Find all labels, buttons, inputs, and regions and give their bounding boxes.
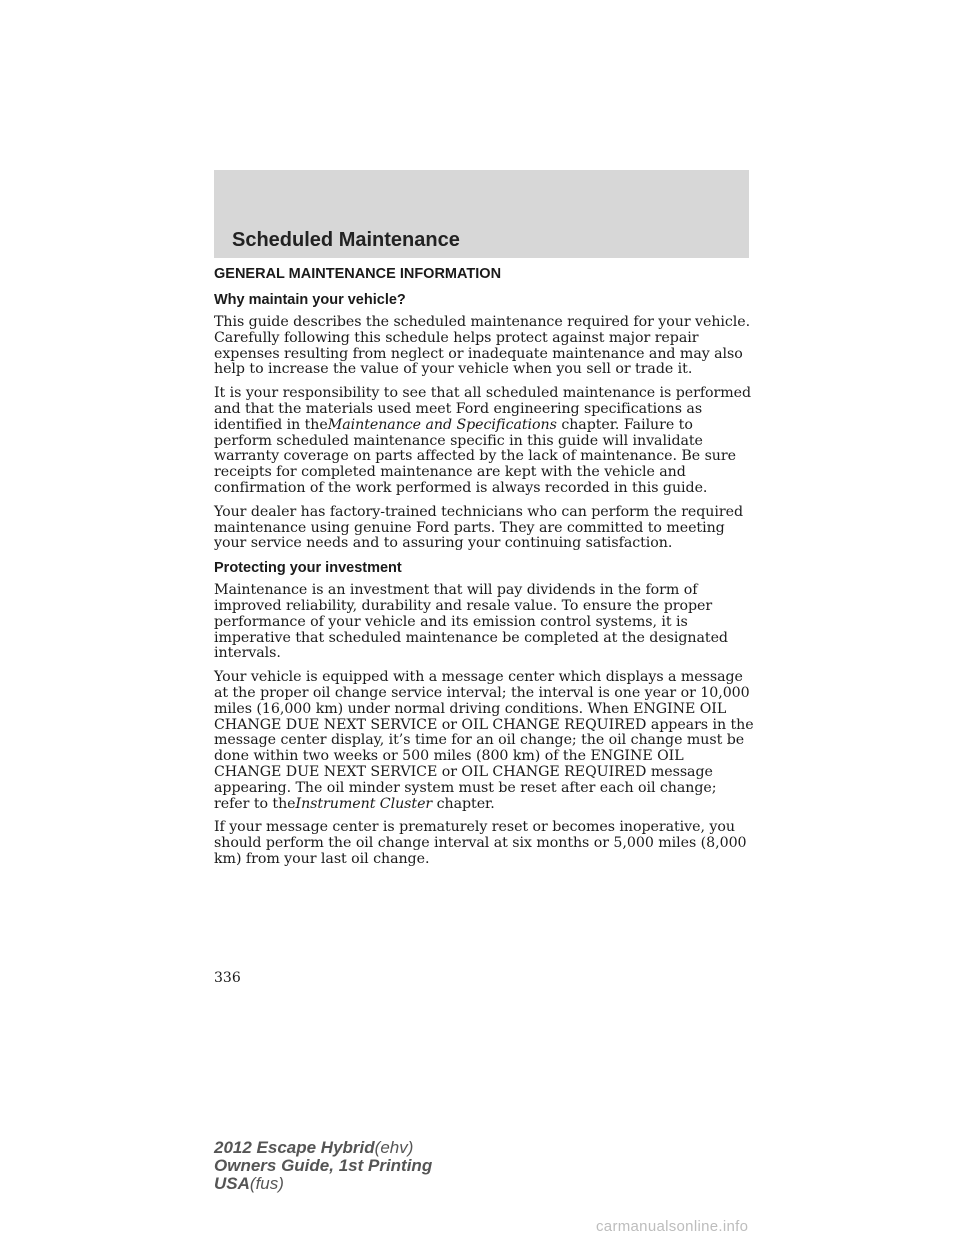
link-maintenance-specifications: Maintenance and Specifications: [327, 416, 557, 433]
footer-model: 2012 Escape Hybrid: [214, 1138, 375, 1157]
watermark-text: carmanualsonline.info: [596, 1218, 749, 1235]
paragraph-why-2: [214, 386, 754, 497]
paragraph-protect-2-end: chapter.: [436, 795, 495, 812]
chapter-title: Scheduled Maintenance: [232, 229, 460, 251]
paragraph-protect-2: [214, 670, 754, 812]
heading-protecting-investment: Protecting your investment: [214, 560, 402, 577]
footer-market: USA: [214, 1174, 250, 1193]
paragraph-why-1: This guide describes the scheduled maintenance required for your vehicle. Carefully following this schedule helps protect against major repair expenses resulting from neglect or inadequate maintenance and may also help to increase the value of your vehicle when you sell or trade it.: [214, 314, 751, 378]
paragraph-why-2-end: chapter. Failure to perform scheduled maintenance specific in this guide will invalidate warranty coverage on parts affected by the lack of maintenance. Be sure receipts for completed maintenance are kept with the vehicle and confirmation of the work performed is always recorded in this guide.: [214, 416, 736, 496]
paragraph-protect-2-start: Your vehicle is equipped with a message center which displays a message at the proper oil change service interval; the interval is one year or 10,000 miles (16,000 km) under normal driving conditions. When ENGINE OIL CHANGE DUE NEXT SERVICE or OIL CHANGE REQUIRED appears in the message center display, it’s time for an oil change; the oil change must be done within two weeks or 500 miles (800 km) of the ENGINE OIL CHANGE DUE NEXT SERVICE or OIL CHANGE REQUIRED message appearing. The oil minder system must be reset after each oil change; refer to the: [214, 669, 754, 812]
heading-why-maintain: Why maintain your vehicle?: [214, 292, 406, 308]
footer-market-code: (fus): [249, 1174, 284, 1193]
paragraph-why-3: Your dealer has factory-trained technicians who can perform the required maintenance using genuine Ford parts. They are committed to meeting your service needs and to assuring your continuing satisfaction.: [214, 503, 743, 552]
section-title: GENERAL MAINTENANCE INFORMATION: [214, 266, 502, 282]
paragraph-protect-3: If your message center is prematurely reset or becomes inoperative, you should perform the oil change interval at six months or 5,000 miles (8,000 km) from your last oil change.: [214, 819, 747, 867]
footer-model-code: (ehv): [374, 1138, 414, 1157]
document-footer: [214, 1139, 432, 1193]
paragraph-protect-1: Maintenance is an investment that will pay dividends in the form of improved reliability, durability and resale value. To ensure the proper performance of your vehicle and its emission control systems, it is imperative that scheduled maintenance be completed at the designated intervals.: [214, 582, 728, 662]
footer-guide-edition: Owners Guide, 1st Printing: [214, 1156, 433, 1175]
paragraph-why-2-start: It is your responsibility to see that all scheduled maintenance is performed and that the materials used meet Ford engineering specifications as identified in the: [214, 385, 752, 433]
chapter-header-band: [214, 170, 749, 258]
page-number: 336: [214, 970, 241, 986]
page-content: [214, 266, 754, 876]
link-instrument-cluster: Instrument Cluster: [295, 795, 433, 812]
